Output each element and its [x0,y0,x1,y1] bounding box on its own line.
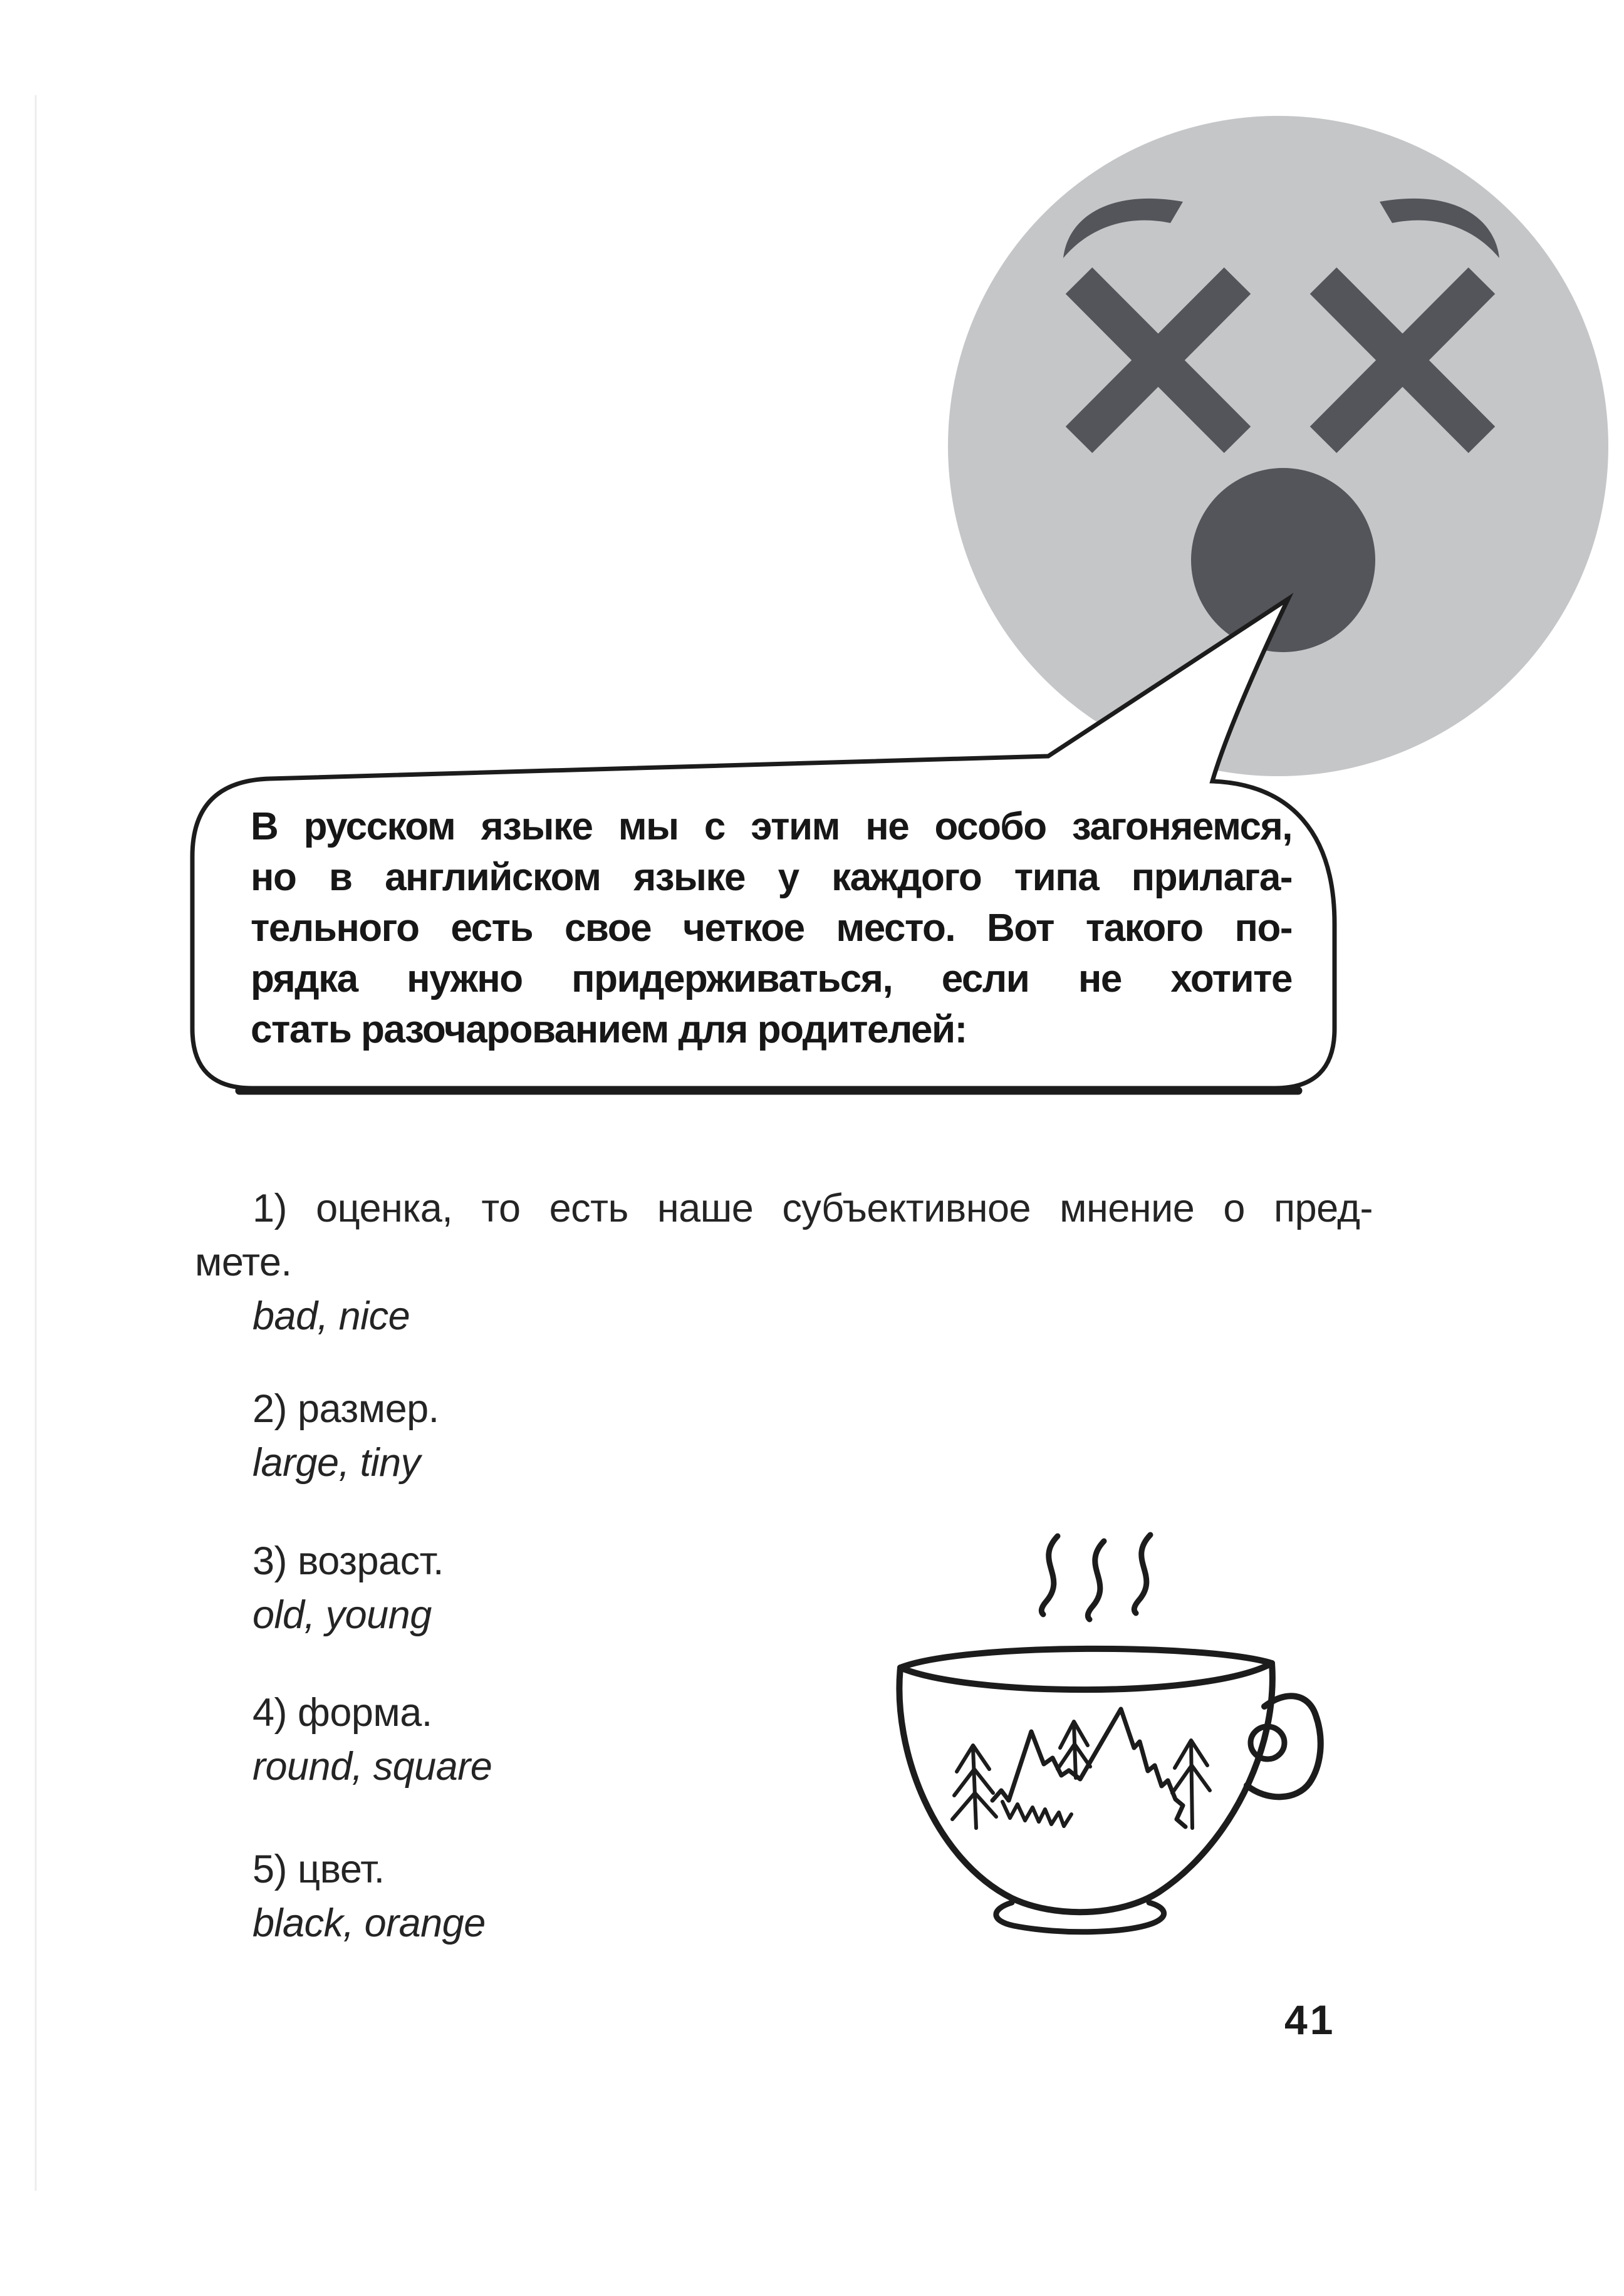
list-item-example: old, young [252,1593,432,1637]
list-item-shape [195,1686,1373,1794]
list-item-example: bad, nice [252,1294,410,1338]
cup-rim-outer [900,1649,1272,1668]
bubble-line: рядка нужно придерживаться, если не хотите [251,957,1292,1000]
list-item-evaluation [195,1182,1373,1343]
list-item-label: 5) цвет. [252,1847,385,1891]
list-item-label: 2) размер. [252,1387,439,1431]
page-number: 41 [1284,1997,1336,2043]
speech-bubble-text [251,801,1292,1055]
bubble-line: В русском языке мы с этим не особо загоняемся, [251,805,1292,848]
emoji-open-mouth-icon [1191,468,1375,652]
list-item-age [195,1534,1373,1642]
list-item-example: black, orange [252,1901,486,1945]
bubble-line: стать разочарованием для родителей: [251,1008,967,1051]
list-item-label: 4) форма. [252,1691,432,1735]
bubble-line: но в английском языке у каждого типа прилага- [251,856,1292,899]
list-item-color [195,1842,1373,1950]
list-item-label-wrap: мете. [195,1240,292,1284]
list-item-label: 3) возраст. [252,1539,444,1583]
dizzy-face-emoji [948,116,1608,776]
list-item-example: round, square [252,1745,492,1789]
list-item-example: large, tiny [252,1441,420,1485]
list-item-label: 1) оценка, то есть наше субъективное мнение о пред- [252,1187,1373,1230]
bubble-line: тельного есть свое четкое место. Вот такого по- [251,906,1292,950]
emoji-face-circle [948,116,1608,776]
list-item-size [195,1382,1373,1490]
mountain-ridge-jag [1002,1802,1071,1826]
